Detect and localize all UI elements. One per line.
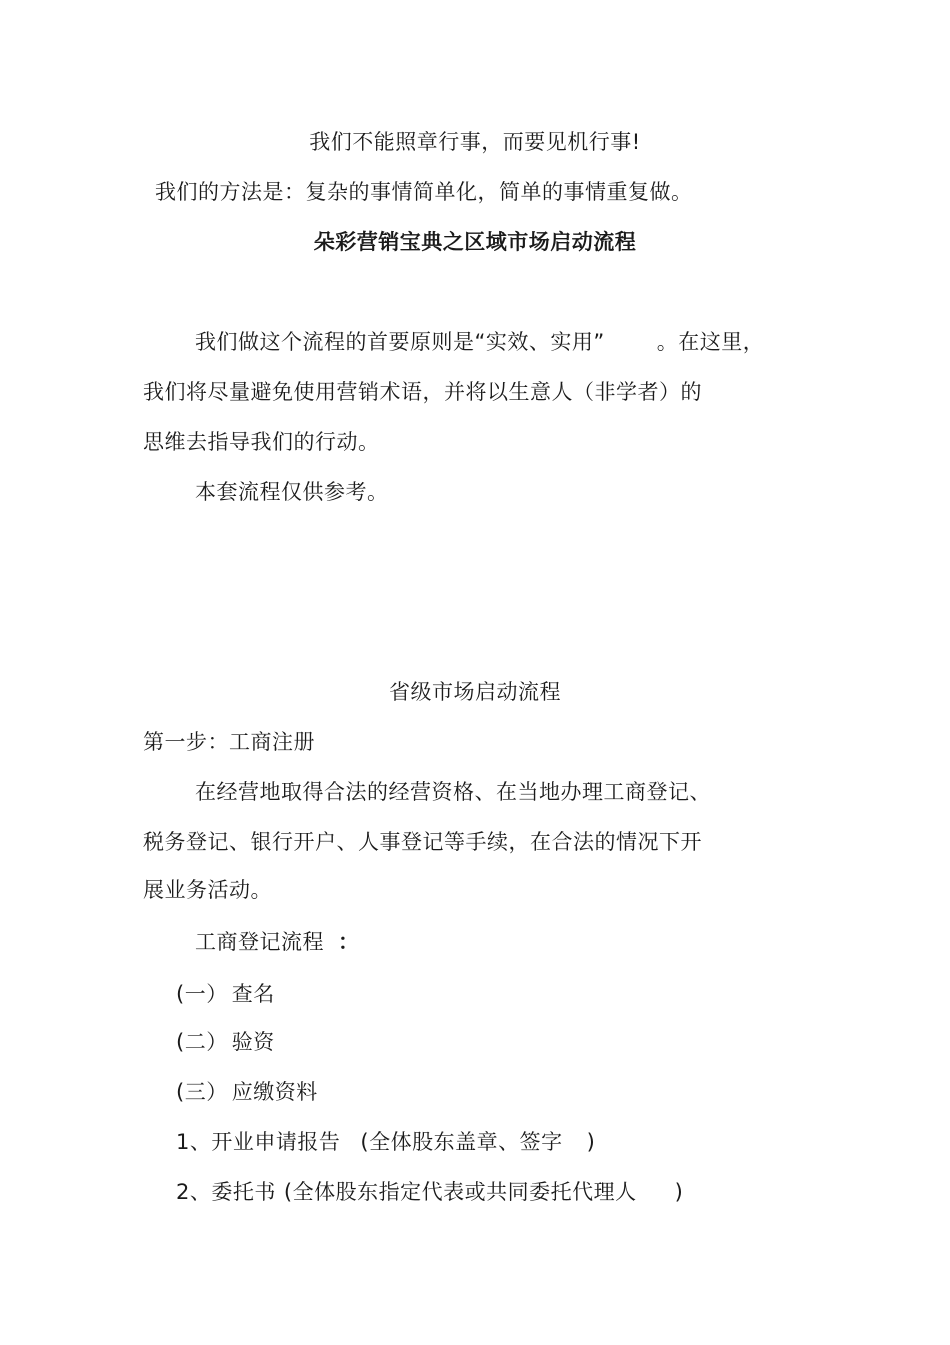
document-item [176, 1178, 683, 1206]
section-heading: 省级市场启动流程 [389, 680, 561, 704]
registration-label-colon: ： [338, 930, 360, 954]
document-item-note: (全体股东盖章、签字 [360, 1130, 563, 1154]
step-1-para-line-2: 税务登记、银行开户、人事登记等手续，在合法的情况下开 [143, 830, 702, 854]
document-item [176, 1128, 595, 1156]
principle-line-1a: 我们做这个流程的首要原则是“实效、实用” [195, 330, 605, 354]
list-item [176, 1028, 275, 1056]
motto-line-1: 我们不能照章行事，而要见机行事! [309, 130, 641, 154]
principle-line-3: 思维去指导我们的行动。 [143, 430, 380, 454]
document-item-note-close: ) [586, 1130, 596, 1154]
list-item-text: 验资 [231, 1030, 275, 1054]
registration-label-text: 工商登记流程 [195, 930, 324, 954]
list-item [176, 1078, 318, 1106]
document-item-text: 2、委托书 [176, 1180, 276, 1204]
principle-line-1 [195, 328, 764, 356]
registration-process-label [195, 928, 360, 956]
document-item-text: 1、开业申请报告 [176, 1130, 341, 1154]
list-item-number: (二） [176, 1030, 228, 1054]
list-item-text: 应缴资料 [231, 1080, 318, 1104]
step-1-heading: 第一步：工商注册 [143, 730, 315, 754]
principle-line-4: 本套流程仅供参考。 [195, 480, 389, 504]
step-1-para-line-3: 展业务活动。 [143, 878, 272, 902]
list-item-number: (三） [176, 1080, 228, 1104]
list-item [176, 980, 275, 1008]
motto-line-2: 我们的方法是：复杂的事情简单化，简单的事情重复做。 [155, 180, 693, 204]
principle-line-1b: 。在这里， [656, 330, 765, 354]
list-item-text: 查名 [231, 982, 275, 1006]
document-title: 朵彩营销宝典之区域市场启动流程 [313, 230, 637, 254]
list-item-number: (一） [176, 982, 228, 1006]
document-item-note-close: ) [674, 1180, 684, 1204]
step-1-para-line-1: 在经营地取得合法的经营资格、在当地办理工商登记、 [195, 780, 711, 804]
principle-line-2: 我们将尽量避免使用营销术语，并将以生意人（非学者）的 [143, 380, 702, 404]
document-item-note: (全体股东指定代表或共同委托代理人 [283, 1180, 637, 1204]
